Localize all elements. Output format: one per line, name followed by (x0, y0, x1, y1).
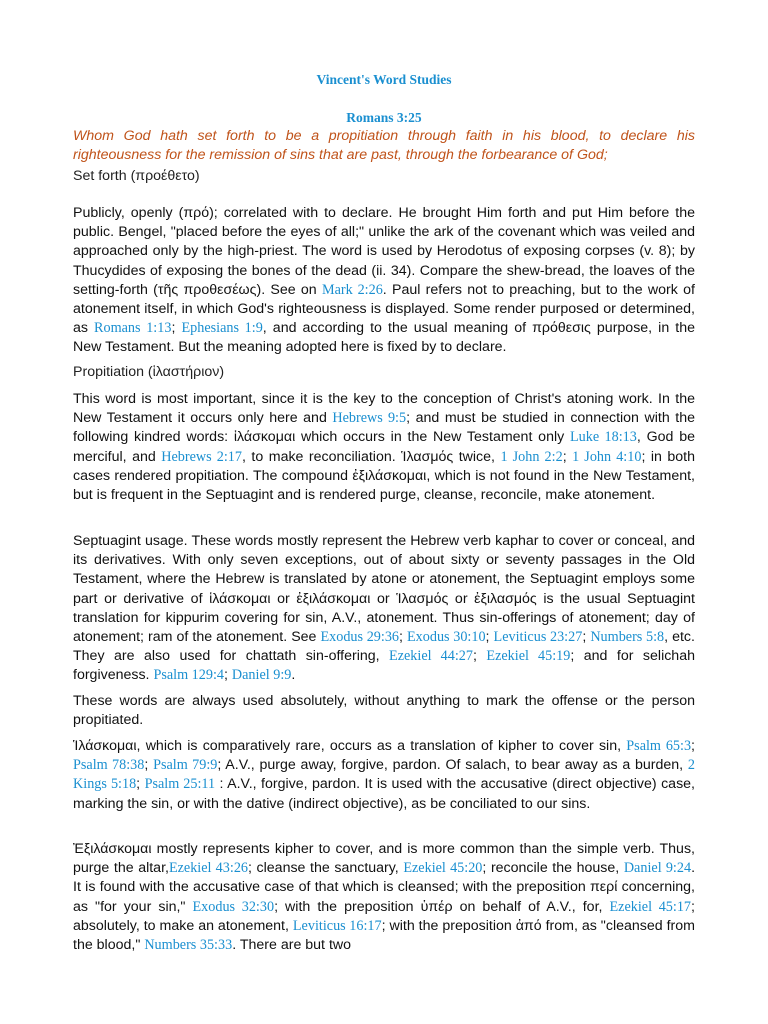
scripture-link[interactable]: Psalm 78:38 (73, 757, 145, 774)
text-run: , and according to the usual meaning of πρόθεσις purpose, in the New Testament. But the meaning adopted here is fixed by to declare. (73, 320, 696, 356)
paragraph-propitiation (73, 390, 695, 505)
scripture-link[interactable]: Leviticus 23:27 (493, 629, 583, 646)
text-run: . There are but two (232, 937, 352, 954)
text-run: This word is most important, since it is the key to the conception of Christ's atoning work. In the New Testament it occurs only here and (73, 391, 695, 427)
scripture-link[interactable]: Exodus 29:36 (320, 629, 400, 646)
text-run: ; (136, 776, 145, 793)
text-run: ; cleanse the sanctuary, (248, 860, 404, 877)
paragraph-exilaskomai (73, 840, 695, 955)
text-run: ; in both cases rendered propitiation. The compound ἐξιλάσκομαι, which is not found in the New Testament, but is frequent in the Septuagint and is rendered purge, cleanse, reconcile, make atonement. (73, 448, 696, 504)
scripture-link[interactable]: Leviticus 16:17 (292, 917, 382, 934)
scripture-link[interactable]: Numbers 5:8 (590, 629, 665, 646)
text-run: ; (582, 629, 591, 646)
text-run: These words are always used absolutely, without anything to mark the offense or the person propitiated. (73, 693, 695, 729)
scripture-link[interactable]: Romans 1:13 (94, 320, 172, 337)
document-title: Vincent's Word Studies (316, 72, 452, 87)
text-run: . Paul refers not to preaching, but to the work of atonement itself, in which God's righteousness is displayed. Some render purposed or determined, as (73, 281, 695, 337)
text-run: ; (485, 629, 494, 646)
text-run: ; (399, 629, 408, 646)
text-run: , to make reconciliation. Ἱλασμός twice, (242, 448, 501, 465)
text-run: ; (562, 448, 573, 465)
scripture-link[interactable]: Psalm 65:3 (626, 738, 692, 754)
scripture-link[interactable]: Hebrews 9:5 (332, 410, 407, 427)
text-run: ; and must be studied in connection with the following kindred words: ἱλάσκομαι which occurs in the New Testament only (73, 410, 695, 446)
scripture-link[interactable]: Ezekiel 45:17 (609, 898, 692, 915)
scripture-link[interactable]: Ephesians 1:9 (181, 320, 263, 337)
paragraph-hilaskomai (73, 737, 695, 814)
text-run: ; (144, 757, 154, 774)
scripture-link[interactable]: Hebrews 2:17 (161, 448, 242, 465)
text-run: . It is found with the accusative case of that which is cleansed; with the preposition περί concerning, as "for your sin," (73, 860, 696, 915)
scripture-link[interactable]: Numbers 35:33 (144, 937, 233, 954)
text-run: ; A.V., purge away, forgive, pardon. Of salach, to bear away as a burden, (217, 757, 688, 774)
text-run: ; reconcile the house, (482, 860, 624, 877)
scripture-link[interactable]: Daniel 9:9 (231, 667, 292, 684)
text-run: , etc. They are also used for chattath sin-offering, (73, 629, 695, 665)
scripture-link[interactable]: Ezekiel 45:19 (486, 648, 571, 665)
scripture-link[interactable]: Luke 18:13 (570, 429, 637, 446)
scripture-link[interactable]: 2 Kings 5:18 (73, 757, 695, 793)
text-run: Ἐξιλάσκομαι mostly represents kipher to cover, and is more common than the simple verb. Thus, purge the altar, (73, 841, 695, 877)
text-run: ; and for selichah forgiveness. (73, 648, 695, 684)
scripture-link[interactable]: Psalm 25:11 (144, 776, 216, 793)
paragraph-set-forth (73, 204, 695, 358)
text-run: Septuagint usage. These words mostly represent the Hebrew verb kaphar to cover or conceal, and its derivatives. With only seven exceptions, out of about sixty or seventy passages in the Old Testament, where the Hebrew is translated by atone or atonement, the Septuagint employs some part or derivative of ἱλάσκομαι or ἐξιλάσκομαι or Ἱλασμός or ἐξιλασμός is the usual Septuagint translation for kippurim covering for sin, A.V., atonement. Thus sin-offerings of atonement; day of atonement; ram of the atonement. See (73, 533, 695, 646)
scripture-link[interactable]: Exodus 30:10 (407, 629, 486, 646)
text-run: : A.V., forgive, pardon. It is used with the accusative (direct objective) case, marking the sin, or with the dative (indirect objective), as be conciliated to our sins. (73, 776, 695, 812)
text-run: ; (472, 648, 487, 665)
scripture-link[interactable]: Mark 2:26 (321, 281, 383, 298)
scripture-link[interactable]: Ezekiel 44:27 (389, 648, 473, 665)
paragraph-septuagint-usage (73, 532, 695, 686)
text-run: ; with the preposition ἀπό from, as "cleansed from the blood," (73, 917, 695, 954)
scripture-link[interactable]: Ezekiel 45:20 (403, 860, 483, 877)
heading-propitiation: Propitiation (ἱλαστήριον) (73, 364, 225, 380)
text-run: Publicly, openly (πρό); correlated with to declare. He brought Him forth and put Him before the public. Bengel, "placed before the eyes of all;" unlike the ark of the covenant which was veiled and approached only by the high-priest. The word is used by Herodotus of exposing corpses (v. 8); by Thucydides of exposing the bones of the dead (ii. 34). Compare the shew-bread, the loaves of the setting-forth (τῆς προθεσέως). See on (73, 205, 695, 298)
verse-text: Whom God hath set forth to be a propitiation through faith in his blood, to declare his righteousness for the remission of sins that are past, through the forbearance of God; (73, 128, 695, 163)
text-run: , God be merciful, and (73, 429, 695, 465)
scripture-link[interactable]: 1 John 4:10 (572, 448, 642, 465)
scripture-link[interactable]: Daniel 9:24 (623, 860, 692, 877)
verse-reference: Romans 3:25 (346, 110, 422, 125)
text-run: ; absolutely, to make an atonement, (73, 898, 695, 934)
scripture-link[interactable]: 1 John 2:2 (500, 448, 563, 465)
text-run: ; with the preposition ὑπέρ on behalf of A.V., for, (274, 898, 610, 915)
text-run: ; (691, 738, 695, 754)
heading-set-forth: Set forth (προέθετο) (73, 168, 200, 184)
paragraph-absolute-usage (73, 692, 695, 730)
text-run: . (291, 667, 296, 684)
text-run: ; (224, 667, 232, 684)
scripture-link[interactable]: Exodus 32:30 (192, 898, 275, 915)
text-run: ; (171, 320, 182, 337)
text-run: Ἱλάσκομαι, which is comparatively rare, occurs as a translation of kipher to cover sin, (73, 738, 627, 754)
scripture-link[interactable]: Psalm 129:4 (153, 667, 224, 684)
scripture-link[interactable]: Psalm 79:9 (153, 757, 218, 774)
scripture-link[interactable]: Ezekiel 43:26 (168, 860, 249, 877)
